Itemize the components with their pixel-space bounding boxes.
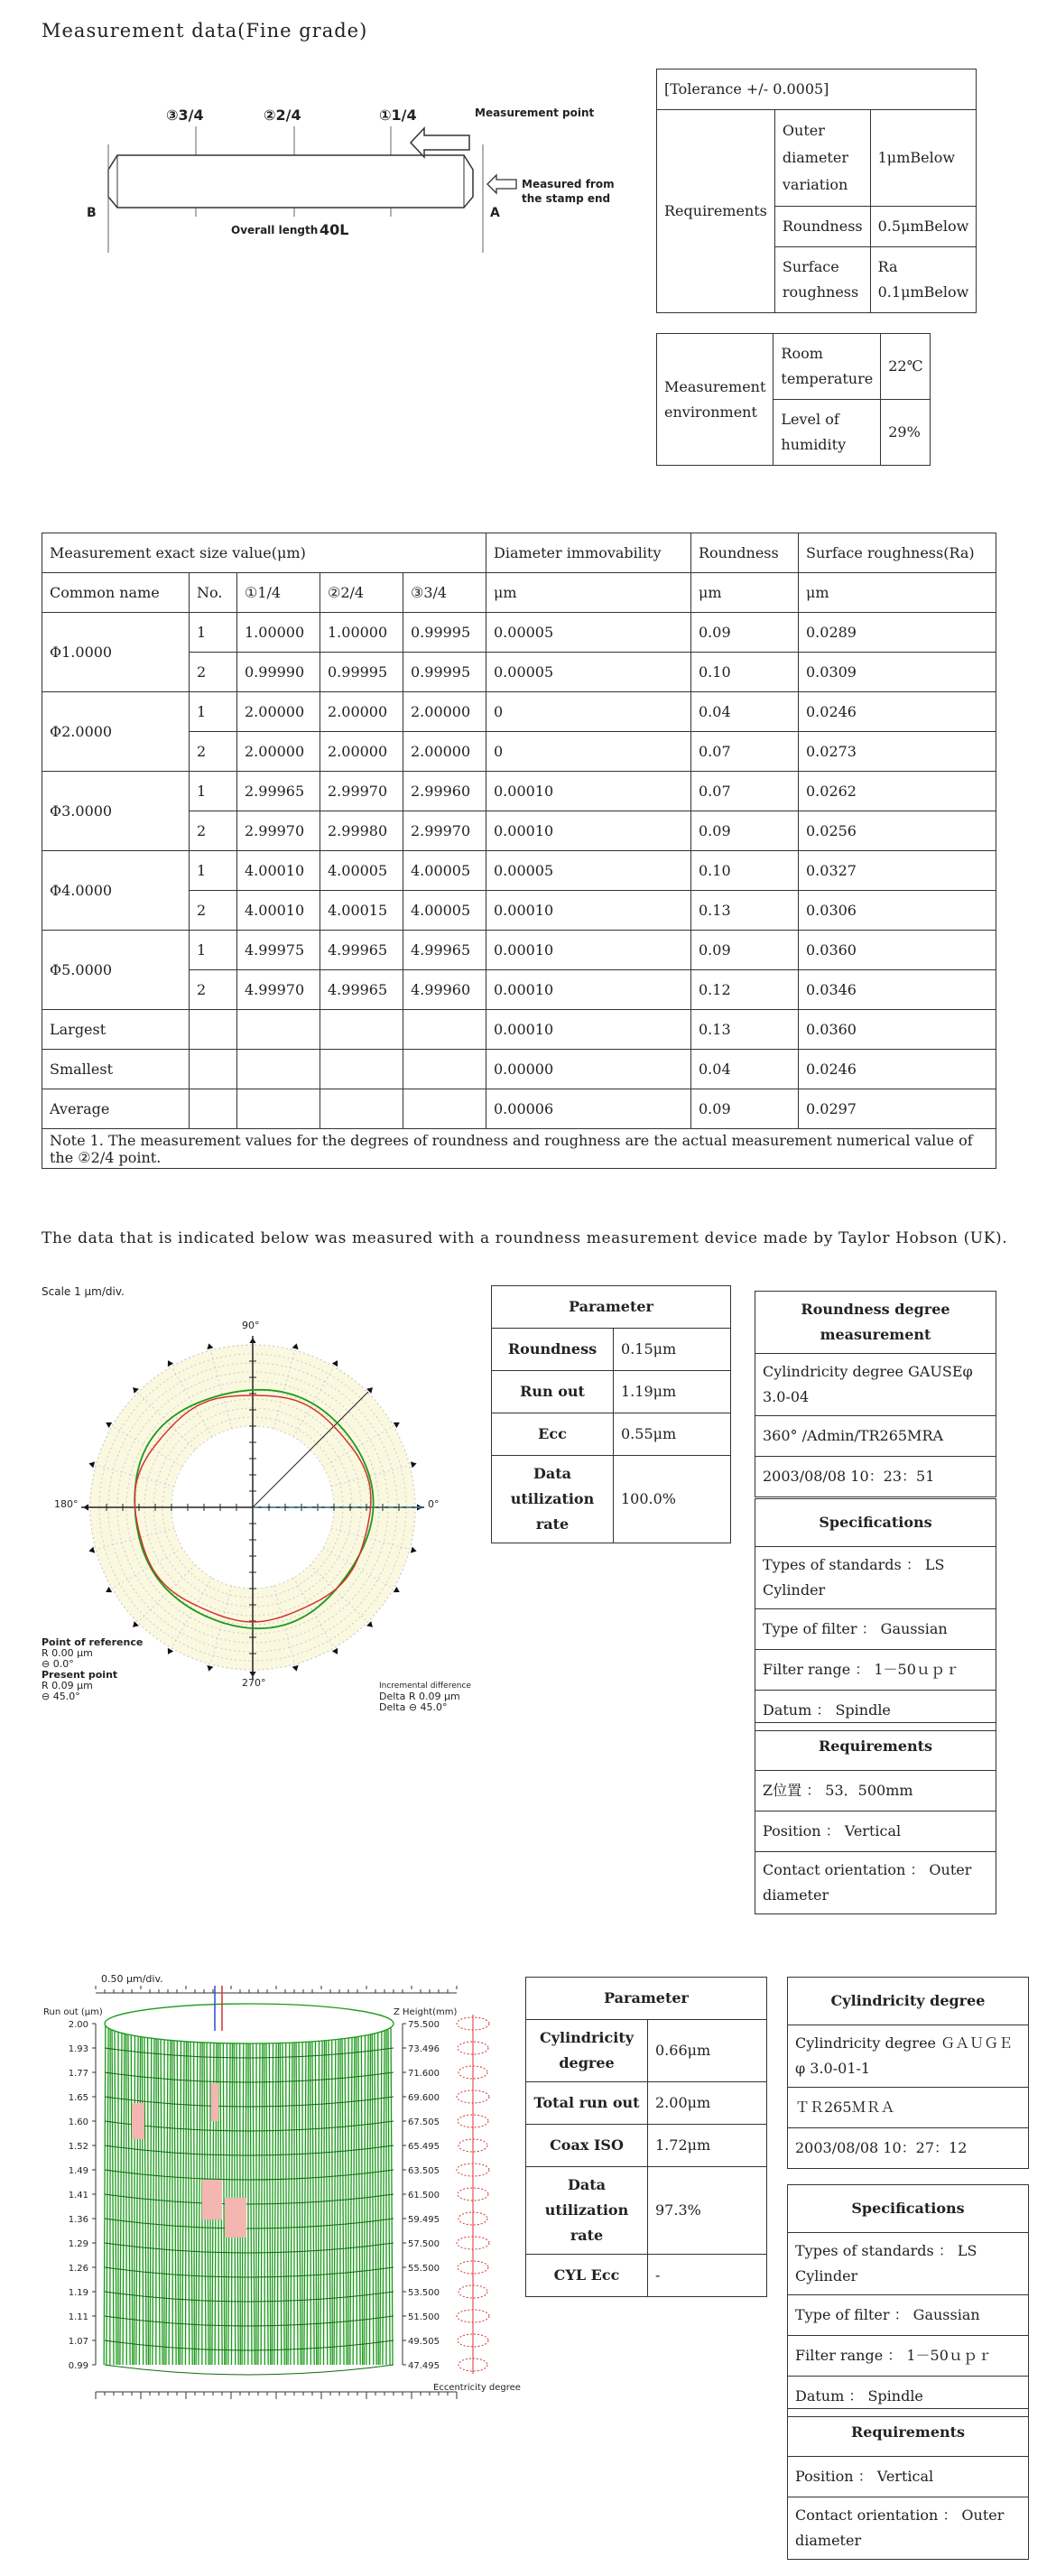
table-cell: 0.0297	[799, 1089, 996, 1129]
left-tick-label: 1.52	[68, 2142, 88, 2152]
cyl-scale-label: 0.50 μm/div.	[101, 1973, 163, 1985]
right-tick-label: 47.495	[408, 2361, 440, 2371]
left-tick-label: 1.11	[68, 2312, 88, 2322]
humidity-label: Level of humidity	[773, 400, 881, 466]
table-cell: 0.00010	[486, 931, 691, 970]
left-tick-label: 1.36	[68, 2215, 88, 2225]
roundness-measurement-table	[755, 1291, 996, 1497]
end-b-label: B	[87, 206, 97, 220]
table-cell: 2	[190, 653, 237, 692]
header-surface-roughness: Surface roughness(Ra)	[799, 533, 996, 573]
tolerance-table	[656, 69, 977, 313]
cyl-param-label: Coax ISO	[526, 2125, 648, 2167]
roundness-value: 0.5μmBelow	[870, 207, 977, 247]
cylindricity-parameter-table	[525, 1977, 767, 2297]
table-cell: 4.99965	[320, 931, 403, 970]
cyl-param-label: Total run out	[526, 2082, 648, 2125]
cyl-param-value: 1.72μm	[648, 2125, 767, 2167]
table-cell: 4.00005	[403, 851, 486, 891]
table-row	[42, 613, 996, 653]
right-tick-label: 53.500	[408, 2288, 440, 2298]
right-tick-label: 55.500	[408, 2264, 440, 2274]
table-cell: 1	[190, 772, 237, 811]
table-cell: 0.0262	[799, 772, 996, 811]
left-tick-label: 1.19	[68, 2288, 88, 2298]
cyl-param-value: -	[648, 2255, 767, 2297]
subheader-3-4: ③3/4	[403, 573, 486, 613]
cylindricity-degree-table	[787, 1977, 1029, 2169]
right-tick-label: 61.500	[408, 2191, 440, 2201]
angle-90: 90°	[242, 1320, 260, 1331]
left-tick-label: 1.77	[68, 2069, 88, 2079]
angle-marker	[207, 1343, 213, 1349]
subheader-no: No.	[190, 573, 237, 613]
note-cell: Note 1. The measurement values for the degrees of roundness and roughness are the actual measurement numerical value of the ②2/4 point.	[42, 1129, 996, 1169]
overall-length-label: Overall length	[231, 224, 319, 236]
requirements-header: Requirements	[755, 1723, 996, 1771]
table-cell: 0.0273	[799, 732, 996, 772]
header-exact-size: Measurement exact size value(μm)	[42, 533, 486, 573]
table-row	[42, 692, 996, 732]
table-cell: 2	[190, 732, 237, 772]
subheader-1-4: ①1/4	[237, 573, 320, 613]
cyl-degree-row: ＴＲ265ＭＲＡ	[788, 2088, 1029, 2128]
table-row	[42, 772, 996, 811]
table-cell: 2.99970	[403, 811, 486, 851]
right-tick-label: 51.500	[408, 2312, 440, 2322]
table-cell: 0.99995	[403, 653, 486, 692]
spec-row: Type of filter ： Gaussian	[788, 2295, 1029, 2336]
end-a-label: A	[490, 206, 500, 220]
right-tick-label: 57.500	[408, 2239, 440, 2249]
incremental-block: Incremental difference Delta R 0.09 μm Delta ⊖ 45.0°	[379, 1682, 471, 1713]
table-cell: 0.0289	[799, 613, 996, 653]
angle-marker	[88, 1461, 95, 1468]
surface-roughness-label: Surface roughness	[774, 247, 870, 313]
defect-patch	[132, 2103, 144, 2139]
right-tick-label: 75.500	[408, 2020, 440, 2030]
environment-label: Measurement environment	[657, 334, 773, 466]
table-cell: 0.09	[691, 1089, 799, 1129]
angle-marker	[292, 1343, 299, 1349]
table-cell: 0.00010	[486, 891, 691, 931]
table-cell: 2.00000	[320, 732, 403, 772]
table-cell: 0.09	[691, 613, 799, 653]
roundness-measurement-header: Roundness degree measurement	[755, 1292, 996, 1354]
angle-marker	[292, 1665, 299, 1672]
right-tick-label: 67.505	[408, 2117, 440, 2127]
table-cell: 0.09	[691, 931, 799, 970]
specifications-table	[755, 1498, 996, 1731]
table-cell: 2.99980	[320, 811, 403, 851]
z-axis-label: Z Height(mm)	[394, 2007, 458, 2017]
requirements-table	[755, 1722, 996, 1914]
specifications-header: Specifications	[755, 1499, 996, 1547]
table-cell: 0.99995	[403, 613, 486, 653]
cylinder-stripe	[264, 2024, 265, 2365]
cyl-param-value: 97.3%	[648, 2167, 767, 2255]
table-cell: 0.09	[691, 811, 799, 851]
table-cell: 0.00006	[486, 1089, 691, 1129]
header-roundness: Roundness	[691, 533, 799, 573]
cylinder-stripe	[286, 2024, 287, 2365]
empty-cell	[190, 1089, 237, 1129]
defect-patch	[211, 2083, 218, 2121]
angle-marker	[394, 1587, 400, 1592]
table-cell: 0.00010	[486, 1010, 691, 1050]
measurement-arrow-icon	[411, 128, 469, 157]
angle-marker	[88, 1547, 95, 1553]
param-roundness-label: Roundness	[492, 1329, 614, 1371]
spec-row: Datum ： Spindle	[755, 1691, 996, 1731]
cylinder-stripe	[148, 2024, 149, 2365]
measured-from-label: Measured from the stamp end	[522, 178, 615, 205]
table-cell: 0.0360	[799, 1010, 996, 1050]
table-cell: 0.10	[691, 851, 799, 891]
humidity-value: 29%	[881, 400, 931, 466]
table-cell: 0.00005	[486, 851, 691, 891]
cyl-degree-row: 2003/08/08 10：27：12	[788, 2128, 1029, 2169]
common-name-cell: Φ1.0000	[42, 613, 190, 692]
empty-cell	[403, 1050, 486, 1089]
spec-row: Filter range ： 1－50ｕｐｒ	[755, 1650, 996, 1691]
measurement-table	[42, 533, 996, 1169]
table-cell: 4.99965	[403, 931, 486, 970]
roundness-parameter-table	[491, 1285, 731, 1543]
cyl-degree-row: Cylindricity degree ＧＡＵＧＥφ 3.0-01-1	[788, 2025, 1029, 2088]
subheader-unit: μm	[799, 573, 996, 613]
left-tick-label: 1.65	[68, 2093, 88, 2103]
table-cell: 0.0246	[799, 692, 996, 732]
table-cell: 0.99990	[237, 653, 320, 692]
spec-row: Types of standards ： LS Cylinder	[755, 1547, 996, 1609]
table-cell: 4.00015	[320, 891, 403, 931]
summary-row	[42, 1089, 996, 1129]
empty-cell	[190, 1050, 237, 1089]
requirement-row: Position ： Vertical	[755, 1812, 996, 1852]
defect-patch	[225, 2198, 246, 2238]
roundness-measurement-row: Cylindricity degree GAUSEφ 3.0-04	[755, 1354, 996, 1416]
empty-cell	[320, 1010, 403, 1050]
table-cell: 0.0360	[799, 931, 996, 970]
angle-marker	[411, 1547, 417, 1553]
angle-marker	[106, 1587, 112, 1592]
angle-0: 0°	[428, 1498, 440, 1510]
point-1-4: ①1/4	[379, 107, 417, 124]
stamp-arrow-icon	[487, 175, 516, 193]
table-cell: 0.04	[691, 1050, 799, 1089]
summary-row	[42, 1010, 996, 1050]
table-cell: 0.99995	[320, 653, 403, 692]
specifications-header: Specifications	[788, 2185, 1029, 2233]
table-cell: 0.12	[691, 970, 799, 1010]
requirement-row: Contact orientation ： Outer diameter	[788, 2497, 1029, 2560]
table-cell: 2.99970	[237, 811, 320, 851]
runout-axis-label: Run out (μm)	[43, 2007, 103, 2017]
note-row	[42, 1129, 996, 1169]
table-cell: 2.00000	[237, 732, 320, 772]
table-cell: 0.0256	[799, 811, 996, 851]
spec-row: Filter range ： 1－50ｕｐｒ	[788, 2336, 1029, 2377]
spec-row: Datum ： Spindle	[788, 2377, 1029, 2417]
left-tick-label: 1.29	[68, 2239, 88, 2249]
left-tick-label: 1.49	[68, 2166, 88, 2176]
right-tick-label: 69.600	[408, 2093, 440, 2103]
left-tick-label: 1.26	[68, 2264, 88, 2274]
common-name-cell: Φ4.0000	[42, 851, 190, 931]
right-tick-label: 71.600	[408, 2069, 440, 2079]
outer-diameter-label: Outer diameter variation	[774, 110, 870, 207]
spec-row: Type of filter ： Gaussian	[755, 1609, 996, 1650]
requirement-row: Z位置 ： 53．500mm	[755, 1771, 996, 1812]
room-temperature-value: 22℃	[881, 334, 931, 400]
point-2-4: ②2/4	[264, 107, 301, 124]
common-name-cell: Φ2.0000	[42, 692, 190, 772]
table-cell: 2.00000	[403, 692, 486, 732]
table-cell: 4.99970	[237, 970, 320, 1010]
roundness-label: Roundness	[774, 207, 870, 247]
right-tick-label: 59.495	[408, 2215, 440, 2225]
table-cell: 0.13	[691, 891, 799, 931]
empty-cell	[403, 1010, 486, 1050]
summary-label: Average	[42, 1089, 190, 1129]
param-utilization-label: Data utilization rate	[492, 1456, 614, 1543]
room-temperature-label: Room temperature	[773, 334, 881, 400]
empty-cell	[237, 1010, 320, 1050]
environment-table	[656, 333, 931, 466]
requirements-header: Requirements	[788, 2409, 1029, 2457]
common-name-cell: Φ5.0000	[42, 931, 190, 1010]
angle-270: 270°	[242, 1677, 266, 1689]
cyl-parameter-header: Parameter	[526, 1978, 767, 2020]
table-cell: 0.00005	[486, 653, 691, 692]
cylinder-stripe	[310, 2024, 311, 2365]
param-utilization-value: 100.0%	[614, 1456, 731, 1543]
table-cell: 2.99965	[237, 772, 320, 811]
cylinder-stripe	[240, 2024, 241, 2365]
table-cell: 0	[486, 692, 691, 732]
left-tick-label: 1.93	[68, 2044, 88, 2054]
empty-cell	[403, 1089, 486, 1129]
table-cell: 4.99965	[320, 970, 403, 1010]
table-cell: 4.00010	[237, 891, 320, 931]
cylinder-stripe	[332, 2024, 333, 2365]
angle-marker	[332, 1648, 338, 1654]
empty-cell	[320, 1089, 403, 1129]
angle-marker	[411, 1461, 417, 1468]
table-cell: 4.00005	[403, 891, 486, 931]
angle-marker	[207, 1665, 213, 1672]
surface-roughness-value: Ra 0.1μmBelow	[870, 247, 977, 313]
table-cell: 0.0346	[799, 970, 996, 1010]
left-tick-label: 1.41	[68, 2191, 88, 2201]
summary-label: Smallest	[42, 1050, 190, 1089]
table-cell: 4.00005	[320, 851, 403, 891]
table-row	[42, 851, 996, 891]
ecc-axis-label: Eccentricity degree	[433, 2383, 521, 2393]
table-cell: 2.00000	[403, 732, 486, 772]
empty-cell	[237, 1089, 320, 1129]
angle-marker	[394, 1422, 400, 1428]
param-ecc-value: 0.55μm	[614, 1413, 731, 1456]
left-tick-label: 0.99	[68, 2361, 88, 2371]
table-cell: 0.00010	[486, 970, 691, 1010]
table-cell: 4.00010	[237, 851, 320, 891]
polar-scale-label: Scale 1 μm/div.	[42, 1285, 125, 1298]
outer-diameter-value: 1μmBelow	[870, 110, 977, 207]
table-cell: 1	[190, 931, 237, 970]
cyl-param-value: 2.00μm	[648, 2082, 767, 2125]
param-ecc-label: Ecc	[492, 1413, 614, 1456]
table-cell: 2.99970	[320, 772, 403, 811]
table-cell: 0.10	[691, 653, 799, 692]
table-cell: 2	[190, 970, 237, 1010]
table-cell: 4.99960	[403, 970, 486, 1010]
table-cell: 0	[486, 732, 691, 772]
table-cell: 0.07	[691, 772, 799, 811]
overall-length-value: 40L	[320, 221, 349, 238]
requirements-table-2	[787, 2408, 1029, 2560]
cylinder-top	[105, 2004, 394, 2043]
cyl-param-value: 0.66μm	[648, 2020, 767, 2082]
device-sentence: The data that is indicated below was measured with a roundness measurement device made by Taylor Hobson (UK).	[42, 1229, 1008, 1247]
subheader-2-4: ②2/4	[320, 573, 403, 613]
right-tick-label: 73.496	[408, 2044, 440, 2054]
table-cell: 2.00000	[320, 692, 403, 732]
cyl-param-label: Data utilization rate	[526, 2167, 648, 2255]
table-cell: 0.07	[691, 732, 799, 772]
table-cell: 0.0246	[799, 1050, 996, 1089]
subheader-unit: μm	[486, 573, 691, 613]
table-cell: 2	[190, 891, 237, 931]
angle-marker	[106, 1422, 112, 1428]
reference-point-block: Point of reference R 0.00 μm ⊖ 0.0° Present point R 0.09 μm ⊖ 45.0°	[42, 1636, 144, 1702]
table-cell: 0.0309	[799, 653, 996, 692]
header-diameter: Diameter immovability	[486, 533, 691, 573]
table-cell: 2.99960	[403, 772, 486, 811]
table-cell: 1.00000	[320, 613, 403, 653]
table-cell: 1	[190, 613, 237, 653]
table-cell: 2.00000	[237, 692, 320, 732]
specifications-table-2	[787, 2184, 1029, 2417]
cyl-degree-header: Cylindricity degree	[788, 1978, 1029, 2025]
table-cell: 0.00010	[486, 772, 691, 811]
table-cell: 4.99975	[237, 931, 320, 970]
common-name-cell: Φ3.0000	[42, 772, 190, 851]
requirement-row: Position ： Vertical	[788, 2457, 1029, 2497]
left-tick-label: 1.60	[68, 2117, 88, 2127]
subheader-common-name: Common name	[42, 573, 190, 613]
requirement-row: Contact orientation ： Outer diameter	[755, 1852, 996, 1914]
left-tick-label: 2.00	[68, 2020, 88, 2030]
empty-cell	[190, 1010, 237, 1050]
param-roundness-value: 0.15μm	[614, 1329, 731, 1371]
summary-label: Largest	[42, 1010, 190, 1050]
parameter-header: Parameter	[492, 1286, 731, 1329]
summary-row	[42, 1050, 996, 1089]
angle-180: 180°	[54, 1498, 79, 1510]
table-cell: 0.13	[691, 1010, 799, 1050]
table-cell: 0.00010	[486, 811, 691, 851]
tolerance-header: [Tolerance +/- 0.0005]	[657, 69, 977, 110]
param-runout-label: Run out	[492, 1371, 614, 1413]
right-tick-label: 65.495	[408, 2142, 440, 2152]
roundness-measurement-row: 360° /Admin/TR265MRA	[755, 1416, 996, 1457]
cylinder-stripe	[194, 2024, 195, 2365]
requirements-label: Requirements	[657, 110, 775, 313]
defect-patch	[202, 2180, 222, 2219]
table-row	[42, 931, 996, 970]
table-cell: 0.0306	[799, 891, 996, 931]
measurement-point-label: Measurement point	[475, 107, 595, 119]
right-tick-label: 63.505	[408, 2166, 440, 2176]
table-cell: 2	[190, 811, 237, 851]
left-tick-label: 1.07	[68, 2337, 88, 2347]
empty-cell	[237, 1050, 320, 1089]
table-cell: 1	[190, 851, 237, 891]
cylindricity-plot	[42, 1977, 511, 2410]
table-cell: 0.00005	[486, 613, 691, 653]
table-cell: 0.04	[691, 692, 799, 732]
cyl-param-label: CYL Ecc	[526, 2255, 648, 2297]
table-cell: 1.00000	[237, 613, 320, 653]
cylinder-stripe	[172, 2024, 173, 2365]
table-cell: 1	[190, 692, 237, 732]
spec-row: Types of standards ： LS Cylinder	[788, 2233, 1029, 2295]
point-3-4: ③3/4	[166, 107, 204, 124]
cyl-param-label: Cylindricity degree	[526, 2020, 648, 2082]
subheader-unit: μm	[691, 573, 799, 613]
roundness-measurement-row: 2003/08/08 10：23：51	[755, 1457, 996, 1497]
empty-cell	[320, 1050, 403, 1089]
table-cell: 0.00000	[486, 1050, 691, 1089]
page-title: Measurement data(Fine grade)	[42, 20, 368, 42]
right-tick-label: 49.505	[408, 2337, 440, 2347]
param-runout-value: 1.19μm	[614, 1371, 731, 1413]
table-cell: 0.0327	[799, 851, 996, 891]
contour-line	[105, 2365, 394, 2375]
